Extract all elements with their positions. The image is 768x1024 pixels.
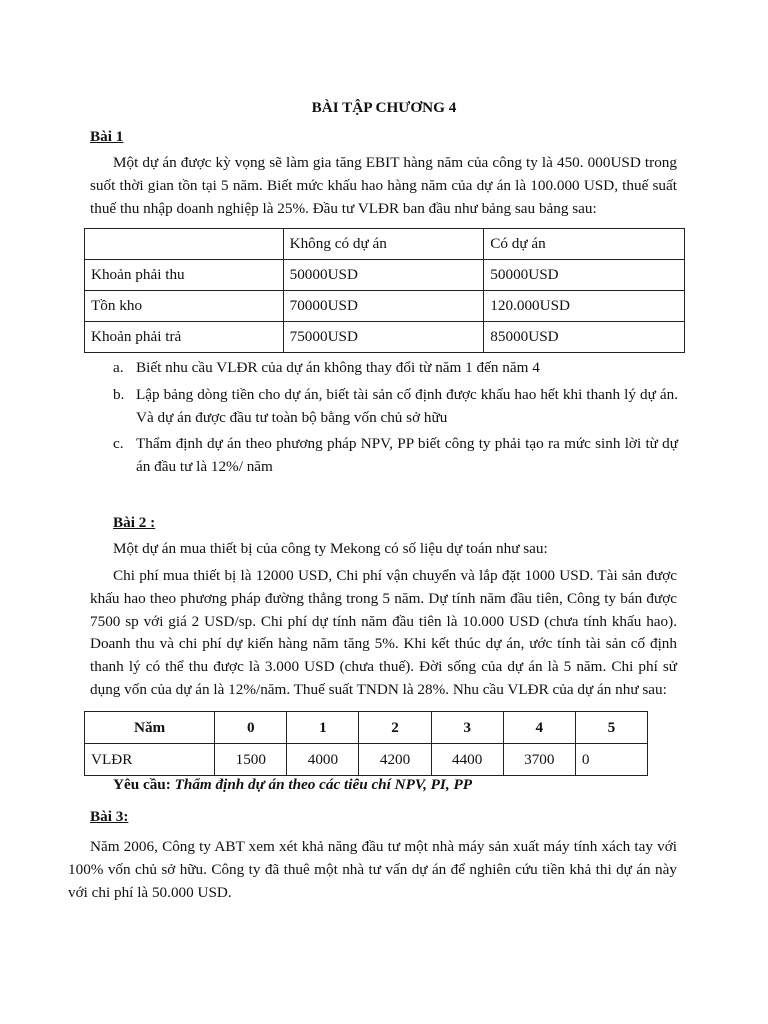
- table-cell: 75000USD: [283, 322, 484, 353]
- table-cell: 4400: [431, 744, 503, 776]
- table-cell: Khoản phải trả: [85, 322, 284, 353]
- bai2-paragraph-1: Một dự án mua thiết bị của công ty Mekong có số liệu dự toán như sau:: [113, 540, 548, 557]
- table-cell: 120.000USD: [484, 291, 685, 322]
- table-header-cell: Có dự án: [484, 229, 685, 260]
- requirement-label: Yêu cầu:: [113, 776, 171, 793]
- table-cell: 50000USD: [283, 260, 484, 291]
- bai1-list: [113, 357, 678, 483]
- list-item: [113, 433, 678, 479]
- table-header-row: [85, 712, 648, 744]
- table-header-cell: 3: [431, 712, 503, 744]
- table-row: [85, 744, 648, 776]
- bai2-table: [84, 711, 648, 776]
- table-header-cell: 0: [215, 712, 287, 744]
- list-marker: a.: [113, 359, 124, 376]
- table-row: [85, 291, 685, 322]
- table-cell: 4000: [287, 744, 359, 776]
- table-cell: 4200: [359, 744, 431, 776]
- table-row: [85, 322, 685, 353]
- table-cell: 3700: [503, 744, 575, 776]
- table-header-cell: Năm: [85, 712, 215, 744]
- table-cell: 85000USD: [484, 322, 685, 353]
- list-item: [113, 384, 678, 430]
- table-header-cell: Không có dự án: [283, 229, 484, 260]
- bai3-heading: Bài 3:: [90, 808, 129, 825]
- list-item-text: Lập bảng dòng tiền cho dự án, biết tài sản cố định được khấu hao hết khi thanh lý dự án. Và dự án được đầu tư toàn bộ bằng vốn chủ sở hữu: [136, 385, 678, 426]
- table-header-cell: 1: [287, 712, 359, 744]
- list-marker: c.: [113, 435, 124, 453]
- list-item-text: Thẩm định dự án theo phương pháp NPV, PP biết công ty phải tạo ra mức sinh lời từ dự án đầu tư là 12%/ năm: [136, 435, 678, 476]
- table-cell: VLĐR: [85, 744, 215, 776]
- table-cell: 50000USD: [484, 260, 685, 291]
- table-header-cell: 2: [359, 712, 431, 744]
- table-cell: 70000USD: [283, 291, 484, 322]
- table-header-cell: [85, 229, 284, 260]
- list-item-text: Biết nhu cầu VLĐR của dự án không thay đổi từ năm 1 đến năm 4: [136, 359, 540, 376]
- table-header-cell: 5: [575, 712, 647, 744]
- table-cell: Tồn kho: [85, 291, 284, 322]
- bai1-paragraph: Một dự án được kỳ vọng sẽ làm gia tăng EBIT hàng năm của công ty là 450. 000USD trong suốt thời gian tồn tại 5 năm. Biết mức khấu hao hàng năm của dự án là 100.000 USD, thuế suất thuế thu nhập doanh nghiệp là 25%. Đầu tư VLĐR ban đầu như bảng sau bảng sau:: [90, 154, 677, 217]
- page-title: BÀI TẬP CHƯƠNG 4: [311, 99, 457, 116]
- list-item: [113, 357, 678, 380]
- table-row: [85, 260, 685, 291]
- bai3-paragraph: Năm 2006, Công ty ABT xem xét khả năng đầu tư một nhà máy sản xuất máy tính xách tay với 100% vốn chủ sở hữu. Công ty đã thuê một nhà tư vấn dự án để nghiên cứu tiền khả thi dự án này với chi phí là 50.000 USD.: [68, 838, 677, 901]
- bai1-table: [84, 228, 685, 353]
- table-cell: 1500: [215, 744, 287, 776]
- table-header-cell: 4: [503, 712, 575, 744]
- bai2-requirement: [113, 776, 472, 794]
- list-marker: b.: [113, 385, 125, 403]
- bai2-paragraph-2: Chi phí mua thiết bị là 12000 USD, Chi phí vận chuyển và lắp đặt 1000 USD. Tài sản được khấu hao theo phương pháp đường thẳng trong 5 năm. Dự tính năm đầu tiên, Công ty bán được 7500 sp với giá 2 USD/sp. Chi phí dự tính năm đầu tiên là 10.000 USD (chưa tính khấu hao). Doanh thu và chi phí dự kiến hàng năm tăng 5%. Khi kết thúc dự án, ước tính tài sản cố định thanh lý có thể thu được là 3.000 USD (chưa thuế). Đời sống của dự án là 5 năm. Chi phí sử dụng vốn của dự án là 12%/năm. Thuế suất TNDN là 28%. Nhu cầu VLĐR của dự án như sau:: [90, 567, 677, 698]
- bai2-heading: Bài 2 :: [113, 514, 156, 531]
- table-cell: Khoản phải thu: [85, 260, 284, 291]
- bai1-heading: Bài 1: [90, 128, 124, 145]
- table-cell: 0: [575, 744, 647, 776]
- table-header-row: [85, 229, 685, 260]
- requirement-text: Thẩm định dự án theo các tiêu chí NPV, PI, PP: [174, 776, 472, 793]
